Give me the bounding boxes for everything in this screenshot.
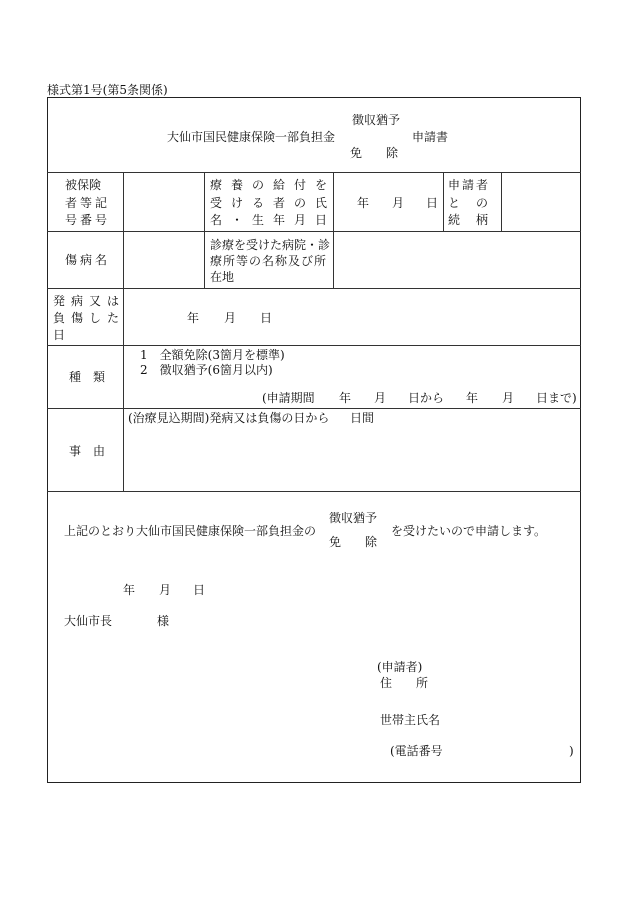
disease-name-label: 傷病名 [65,253,111,267]
phone-number-close: ) [569,744,574,758]
insured-number-label-3: 号番号 [65,213,111,227]
column-divider-recipient [204,172,205,288]
insured-number-label-1: 被保険 [65,178,102,192]
header-title: 大仙市国民健康保険一部負担金 [167,130,336,144]
treatment-period-days: 日間 [350,411,375,425]
declaration-text: 上記のとおり大仙市国民健康保険一部負担金の [64,524,317,538]
declaration-option-exemption: 免 除 [329,535,378,549]
relation-label-3: 続 柄 [448,213,491,227]
column-divider-label [123,172,124,491]
period-end-month: 月 [502,391,515,405]
divider-row3 [47,345,581,346]
householder-name-label: 世帯主氏名 [380,713,441,727]
applicant-heading: (申請者) [377,660,423,674]
onset-label-1: 発病又は [53,294,126,308]
period-end-year: 年 [466,391,479,405]
application-period-open: (申請期間 [262,391,315,405]
treatment-period-text: (治療見込期間)発病又は負傷の日から [128,411,330,425]
onset-label-2: 負傷した [53,311,126,325]
mayor-addressee: 大仙市長 [64,614,113,628]
application-date-month: 月 [159,583,172,597]
form-number: 様式第1号(第5条関係) [47,83,168,97]
period-start-year: 年 [339,391,352,405]
header-option-exemption: 免 除 [350,146,399,160]
reason-label: 事 由 [69,444,106,458]
onset-month: 月 [224,311,237,325]
column-divider-relation-label [443,172,444,231]
dob-month: 月 [392,196,405,210]
recipient-label-3: 名・生年月日 [210,213,337,227]
type-option-full-exemption: 1 全額免除(3箇月を標準) [140,348,285,362]
onset-year: 年 [187,311,200,325]
phone-number-label: (電話番号 [390,744,443,758]
declaration-suffix: を受けたいので申請します。 [391,524,547,538]
hospital-label-1: 診療を受けた病院・診 [210,238,331,252]
divider-row1 [47,231,581,232]
application-date-year: 年 [123,583,136,597]
type-label: 種 類 [69,370,106,384]
recipient-label-2: 受ける者の氏 [210,196,337,210]
onset-label-3: 日 [53,328,66,342]
divider-row4 [47,408,581,409]
relation-label-2: と の [448,196,491,210]
type-option-deferral: 2 徴収猶予(6箇月以内) [140,363,273,377]
recipient-label-1: 療養の給付を [210,178,337,192]
divider-row5 [47,491,581,492]
divider-row2 [47,288,581,289]
onset-day: 日 [260,311,273,325]
application-date-day: 日 [193,583,206,597]
period-start-month: 月 [374,391,387,405]
hospital-label-2: 療所等の名称及び所 [210,254,328,268]
applicant-address-label: 住 所 [380,676,429,690]
column-divider-relation-value [501,172,502,231]
relation-label-1: 申請者 [448,178,491,192]
declaration-option-deferral: 徴収猶予 [329,511,378,525]
dob-year: 年 [357,196,370,210]
header-title-suffix: 申請書 [412,130,449,144]
hospital-label-3: 在地 [210,270,235,284]
header-option-deferral: 徴収猶予 [352,113,401,127]
insured-number-label-2: 者等記 [65,196,111,210]
period-from: 日から [408,391,445,405]
dob-day: 日 [426,196,439,210]
period-to: 日まで) [536,391,577,405]
mayor-honorific: 様 [157,614,170,628]
